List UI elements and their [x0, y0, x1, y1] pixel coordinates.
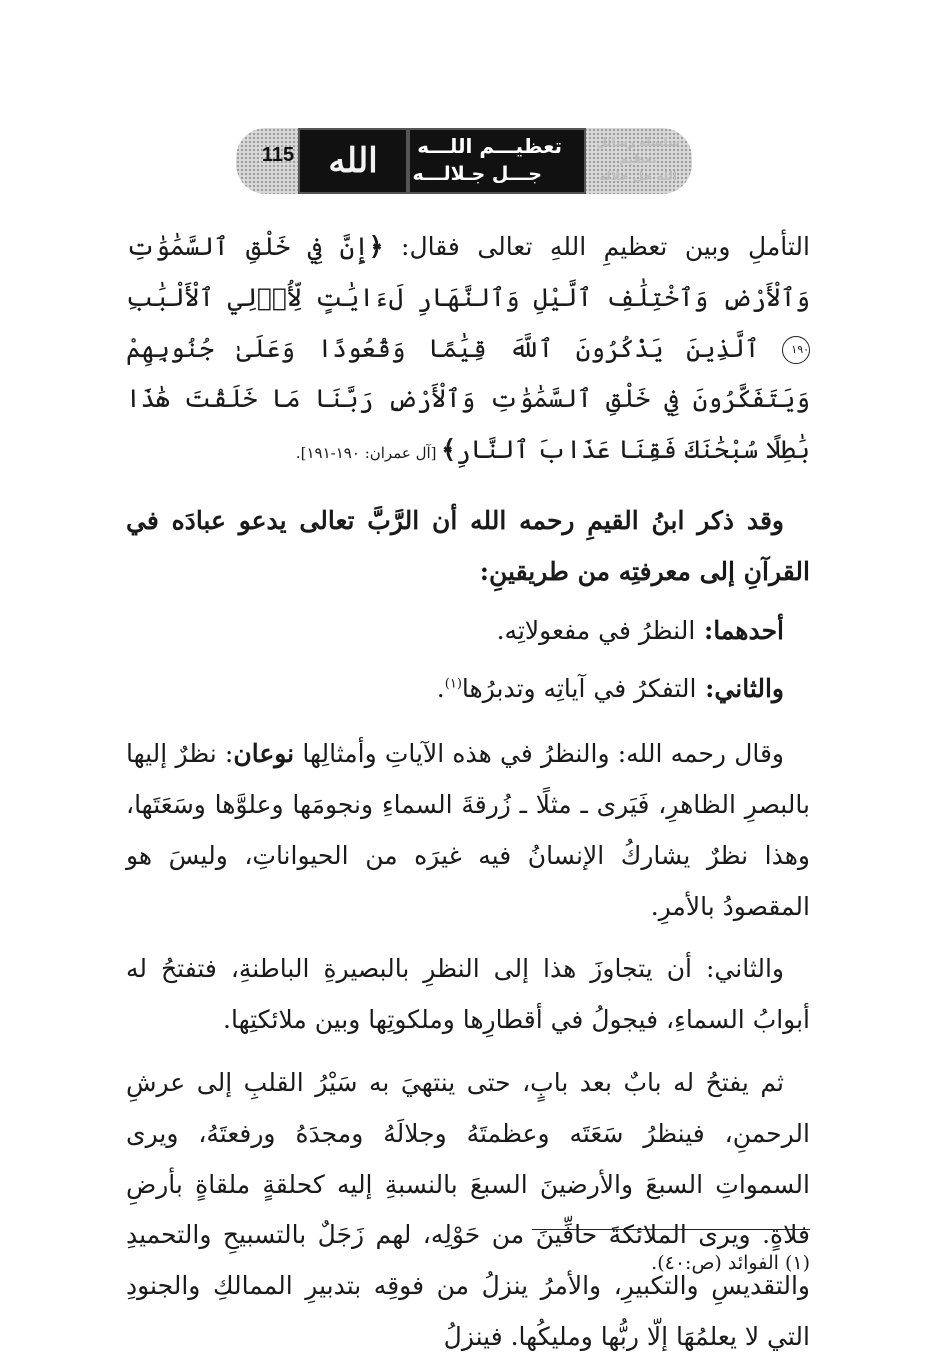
- quran-verse-191: ٱلَّذِينَ يَذْكُرُونَ ٱللَّهَ قِيَٰمًا وَقُعُودًا وَعَلَىٰ جُنُوبِهِمْ وَيَتَفَكَّرُونَ فِي خَلْقِ ٱلسَّمَٰوَٰتِ وَٱلْأَرْضِ رَبَّنَا مَا خَلَقْتَ هَٰذَا بَٰطِلًا سُبْحَٰنَكَ فَقِنَا عَذَابَ ٱلنَّارِ: [126, 333, 810, 465]
- surah-reference: [آل عمران: ١٩٠-١٩١].: [295, 444, 442, 463]
- second-way-end: .: [436, 674, 445, 704]
- paragraph-first-way: [126, 606, 810, 657]
- header-faded-line: سلسلة رسائل: [596, 135, 680, 149]
- paragraph-ibn-qayyim: وقد ذكر ابنُ القيمِ رحمه الله أن الرَّبَّ تعالى يدعو عبادَه في القرآنِ إلى معرفتِه من طريقينِ:: [126, 505, 810, 586]
- ayah-number-marker: ١٩٠: [782, 336, 810, 364]
- ayah-bracket-open: ﴿: [368, 232, 384, 261]
- second-way-label: والثاني:: [696, 674, 784, 704]
- paragraph-quran-quote: [126, 222, 810, 479]
- header-title-line2: جـــل جـلالـــه: [412, 163, 542, 185]
- first-way-text: النظرُ في مفعولاتِه.: [496, 615, 696, 645]
- header-title-line1: تعظيـــم اللـــه: [417, 134, 562, 158]
- footnote: (١) الفوائد (ص:٤٠).: [651, 1252, 810, 1274]
- two-kinds-bold: نوعان: [233, 739, 295, 769]
- footnote-marker: (١): [444, 677, 462, 693]
- page-body: [126, 222, 810, 1363]
- quran-verse-190: إِنَّ فِي خَلْقِ ٱلسَّمَٰوَٰتِ وَٱلْأَرْضِ وَٱخْتِلَٰفِ ٱلَّيْلِ وَٱلنَّهَارِ لَءَايَٰتٍ لِّأُو۟لِي ٱلْأَلْبَٰبِ: [126, 232, 810, 312]
- page-header: [236, 128, 692, 194]
- first-way-label: أحدهما:: [695, 615, 784, 645]
- logo-text: الله: [328, 141, 378, 181]
- paragraph-two-kinds: [126, 729, 810, 932]
- paragraph-ascent: ثم يفتحُ له بابٌ بعد بابٍ، حتى ينتهيَ به سَيْرُ القلبِ إلى عرشِ الرحمنِ، فينظرُ سَعَتَه وعظمتَهُ وجلالَهُ ومجدَهُ ورفعتَهُ، ويرى السمواتِ السبعَ والأرضينَ السبعَ بالنسبةِ إليه كحلقةٍ ملقاةٍ بأرضِ فلاةٍ. ويرى الملائكةَ حافِّينَ من حَوْلِه، لهم زَجَلٌ بالتسبيحِ والتحميدِ والتقديسِ والتكبيرِ، والأمرُ ينزلُ من فوقِه بتدبيرِ الممالكِ والجنودِ التي لا يعلمُهَا إلّا ربُّها ومليكُها. فينزلُ: [126, 1067, 810, 1351]
- header-title-box: [408, 128, 586, 194]
- page-number: 115: [261, 144, 295, 166]
- ayah-bracket-close: ﴾: [441, 435, 456, 465]
- paragraph-second-way: [126, 664, 810, 715]
- calligraphy-logo: [298, 128, 408, 194]
- paragraph-intro: التأملِ وبين تعظيمِ اللهِ تعالى فقال:: [383, 232, 810, 261]
- second-way-text: التفكرُ في آياتِه وتدبرُها: [461, 674, 697, 704]
- header-faded-line: تعظيم: [619, 152, 657, 166]
- two-kinds-intro: وقال رحمه الله: والنظرُ في هذه الآياتِ وأمثالِها: [294, 739, 784, 769]
- header-faded-series: [592, 134, 684, 185]
- paragraph-inner-sight: والثاني: أن يتجاوزَ هذا إلى النظرِ بالبصيرةِ الباطنةِ، فتفتحُ له أبوابُ السماءِ، فيجولُ في أقطارِها وملكوتِها وبين ملائكتِها.: [126, 954, 810, 1035]
- footnote-divider: [532, 1229, 810, 1230]
- header-faded-line: الله جل جلاله: [598, 169, 678, 183]
- two-kinds-text: : نظرٌ إليها بالبصرِ الظاهرِ، فَيَرى ـ مثلًا ـ زُرقةَ السماءِ ونجومَها وعلوَّها وسَعَتَها، وهذا نظرٌ يشاركُ الإنسانُ فيه غيرَه من الحيواناتِ، وليسَ هو المقصودُ بالأمرِ.: [126, 739, 810, 921]
